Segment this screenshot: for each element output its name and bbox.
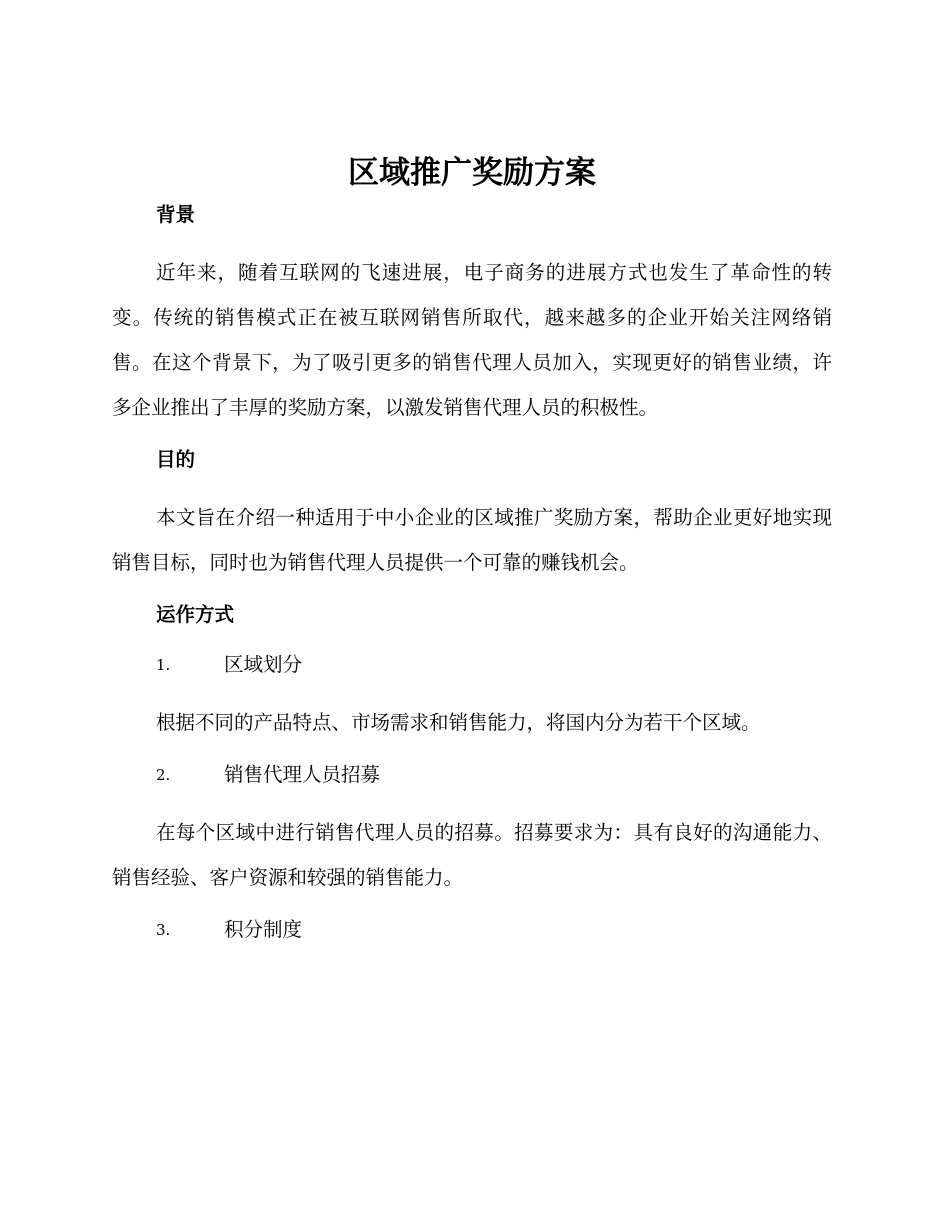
- agent-recruitment-paragraph: 在每个区域中进行销售代理人员的招募。招募要求为：具有良好的沟通能力、销售经验、客户资源和较强的销售能力。: [112, 821, 832, 889]
- list-number: 3.: [156, 921, 171, 939]
- section-heading-purpose: 目的: [156, 448, 196, 471]
- list-item-region-division: [112, 650, 832, 680]
- list-label: 销售代理人员招募: [224, 763, 381, 786]
- background-paragraph: 近年来，随着互联网的飞速进展，电子商务的进展方式也发生了革命性的转变。传统的销售模式正在被互联网销售所取代，越来越多的企业开始关注网络销售。在这个背景下，为了吸引更多的销售代理人员加入，实现更好的销售业绩，许多企业推出了丰厚的奖励方案，以激发销售代理人员的积极性。: [112, 261, 832, 419]
- document-title: 区域推广奖励方案: [348, 155, 596, 191]
- list-number: 1.: [156, 656, 171, 674]
- list-label: 区域划分: [224, 653, 303, 676]
- list-number: 2.: [156, 766, 171, 784]
- section-heading-operation: 运作方式: [156, 603, 235, 626]
- section-heading-background: 背景: [156, 203, 196, 226]
- purpose-paragraph: 本文旨在介绍一种适用于中小企业的区域推广奖励方案，帮助企业更好地实现销售目标，同时也为销售代理人员提供一个可靠的赚钱机会。: [112, 506, 832, 574]
- region-division-paragraph: 根据不同的产品特点、市场需求和销售能力，将国内分为若干个区域。: [156, 711, 761, 734]
- list-item-agent-recruitment: [112, 760, 832, 790]
- document-body: [112, 150, 832, 965]
- list-label: 积分制度: [224, 918, 303, 941]
- list-item-points-system: [112, 915, 832, 945]
